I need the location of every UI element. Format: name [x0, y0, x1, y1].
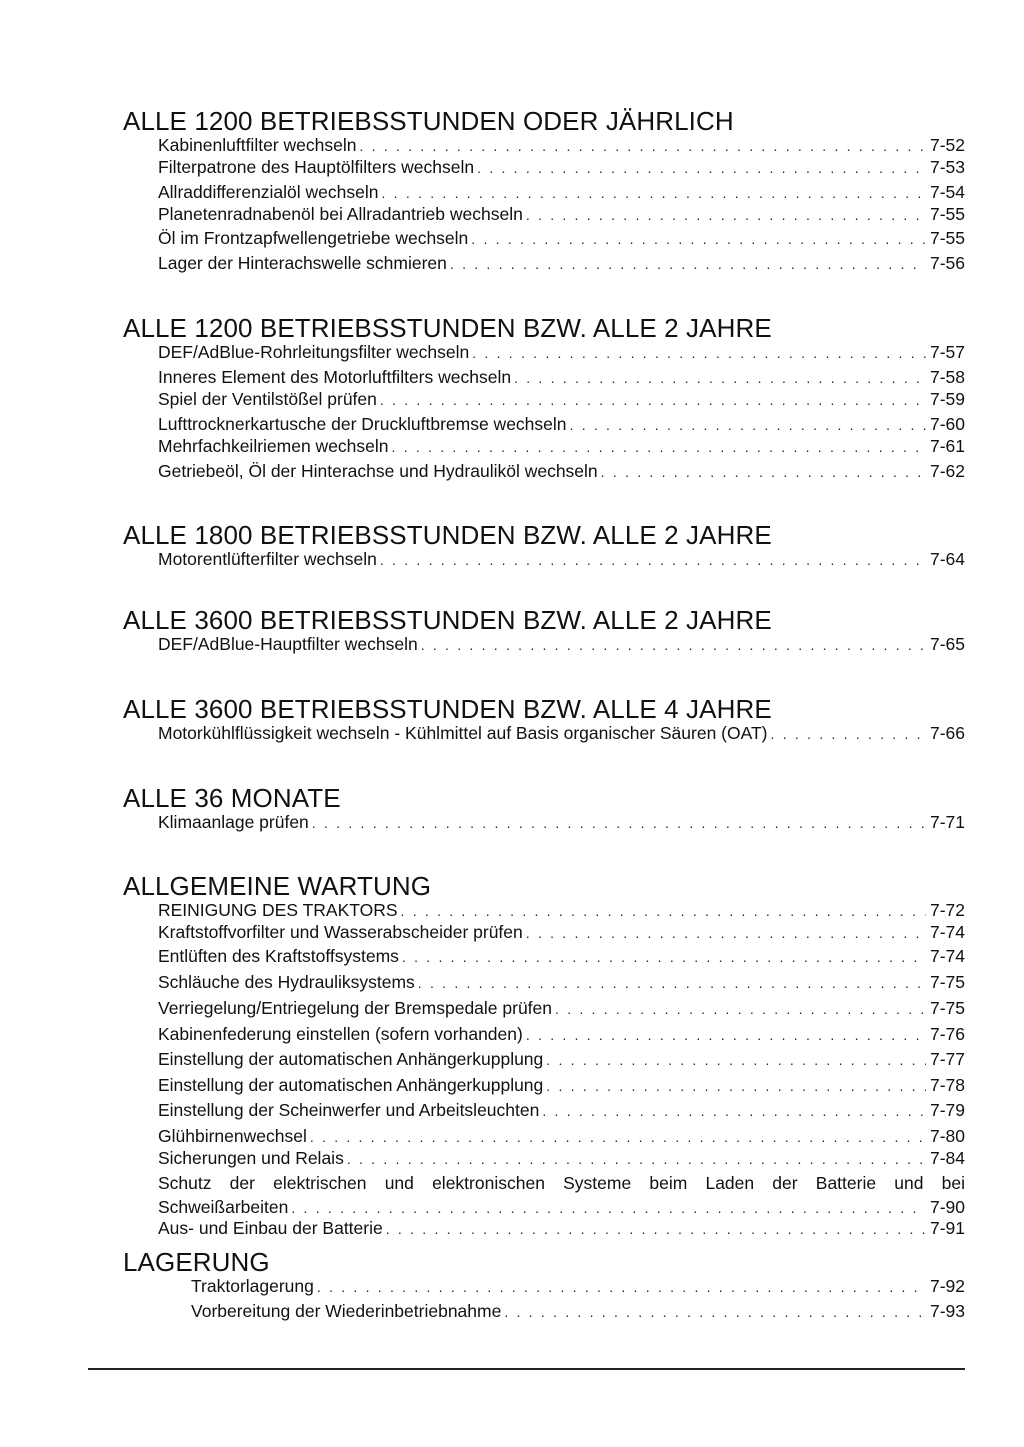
section-heading: ALLE 1200 BETRIEBSSTUNDEN ODER JÄHRLICH: [123, 106, 734, 136]
toc-entry: [158, 156, 965, 178]
page-ref: 7-71: [929, 812, 965, 832]
page-ref: 7-90: [929, 1197, 965, 1217]
entry-title: Einstellung der automatischen Anhängerkupplung: [158, 1049, 544, 1069]
section-heading: LAGERUNG: [123, 1247, 270, 1277]
toc-section-lagerung: [123, 1247, 965, 1321]
leader-dots: [477, 157, 926, 179]
leader-dots: [771, 723, 926, 745]
leader-dots: [418, 972, 926, 994]
toc-entry: [191, 1300, 965, 1322]
toc-entry: [158, 971, 965, 993]
entry-title: Kraftstoffvorfilter und Wasserabscheider prüfen: [158, 922, 523, 942]
entry-title: DEF/AdBlue-Hauptfilter wechseln: [158, 634, 418, 654]
page-ref: 7-61: [929, 436, 965, 456]
toc-entry: [158, 1125, 965, 1147]
entry-title: Verriegelung/Entriegelung der Bremspedale prüfen: [158, 998, 553, 1018]
entry-title: Lager der Hinterachswelle schmieren: [158, 253, 447, 273]
leader-dots: [310, 1126, 926, 1148]
leader-dots: [317, 1276, 926, 1298]
leader-dots: [401, 900, 926, 922]
entry-title: Motorentlüfterfilter wechseln: [158, 549, 377, 569]
leader-dots: [472, 342, 926, 364]
toc-entry: [158, 388, 965, 410]
section-heading: ALLGEMEINE WARTUNG: [123, 871, 432, 901]
page-ref: 7-76: [929, 1024, 965, 1044]
toc-entry: [158, 921, 965, 943]
leader-dots: [601, 461, 926, 483]
leader-dots: [570, 414, 926, 436]
entry-title: REINIGUNG DES TRAKTORS: [158, 900, 398, 920]
page-ref: 7-72: [929, 900, 965, 920]
page-ref: 7-54: [929, 182, 965, 202]
toc-entry: [158, 548, 965, 570]
toc-section-36-monate: [123, 783, 965, 832]
toc-entry: [158, 413, 965, 435]
section-heading: ALLE 3600 BETRIEBSSTUNDEN BZW. ALLE 2 JAHRE: [123, 605, 772, 635]
page-ref: 7-58: [929, 367, 965, 387]
page-ref: 7-57: [929, 342, 965, 362]
page-ref: 7-65: [929, 634, 965, 654]
leader-dots: [546, 1075, 926, 1097]
toc-entry: [158, 341, 965, 363]
toc-entry: [158, 460, 965, 482]
leader-dots: [526, 204, 926, 226]
leader-dots: [291, 1197, 926, 1219]
entry-title: Glühbirnenwechsel: [158, 1126, 307, 1146]
toc-entry: [158, 203, 965, 225]
entry-title: Entlüften des Kraftstoffsystems: [158, 946, 399, 966]
entry-title: Schutz der elektrischen und elektronischen Systeme beim Laden der Batterie und bei: [158, 1173, 965, 1193]
toc-entry: [158, 181, 965, 203]
leader-dots: [380, 549, 926, 571]
toc-entry: [158, 366, 965, 388]
toc-entry: [191, 1275, 965, 1297]
entry-title: Sicherungen und Relais: [158, 1148, 344, 1168]
toc-section-1800h-2-jahre: [123, 520, 965, 569]
page-ref: 7-91: [929, 1218, 965, 1238]
page-ref: 7-59: [929, 389, 965, 409]
toc-section-3600h-4-jahre: [123, 694, 965, 743]
leader-dots: [421, 634, 926, 656]
section-heading: ALLE 36 MONATE: [123, 783, 341, 813]
page-ref: 7-74: [929, 922, 965, 942]
toc-entry: [158, 899, 965, 921]
page-ref: 7-64: [929, 549, 965, 569]
page-ref: 7-74: [929, 946, 965, 966]
entry-title: Aus- und Einbau der Batterie: [158, 1218, 383, 1238]
toc-entry: [158, 1147, 965, 1169]
toc-entry: [158, 227, 965, 249]
entry-title: Einstellung der automatischen Anhängerkupplung: [158, 1075, 544, 1095]
entry-title: Mehrfachkeilriemen wechseln: [158, 436, 389, 456]
toc-entry: [158, 633, 965, 655]
page-ref: 7-66: [929, 723, 965, 743]
entry-title: Getriebeöl, Öl der Hinterachse und Hydrauliköl wechseln: [158, 461, 598, 481]
entry-title: Vorbereitung der Wiederinbetriebnahme: [191, 1301, 502, 1321]
toc-entry-wrapped-line: [158, 1172, 965, 1194]
section-heading: ALLE 3600 BETRIEBSSTUNDEN BZW. ALLE 4 JAHRE: [123, 694, 772, 724]
toc-entry: [158, 1217, 965, 1239]
leader-dots: [380, 389, 926, 411]
toc-entry: [158, 134, 965, 156]
toc-entry: [158, 1048, 965, 1070]
toc-section-3600h-2-jahre: [123, 605, 965, 654]
toc-entry: [158, 1099, 965, 1121]
toc-entry: [158, 997, 965, 1019]
entry-title: Inneres Element des Motorluftfilters wechseln: [158, 367, 512, 387]
page-ref: 7-55: [929, 204, 965, 224]
entry-title: Spiel der Ventilstößel prüfen: [158, 389, 377, 409]
entry-title: Klimaanlage prüfen: [158, 812, 309, 832]
entry-title: Allraddifferenzialöl wechseln: [158, 182, 379, 202]
page-ref: 7-84: [929, 1148, 965, 1168]
toc-entry: [158, 945, 965, 967]
toc-entry: [158, 1074, 965, 1096]
entry-title: Schweißarbeiten: [158, 1197, 289, 1217]
leader-dots: [542, 1100, 926, 1122]
entry-title: Schläuche des Hydrauliksystems: [158, 972, 415, 992]
leader-dots: [312, 812, 926, 834]
section-heading: ALLE 1200 BETRIEBSSTUNDEN BZW. ALLE 2 JAHRE: [123, 313, 772, 343]
entry-title: Einstellung der Scheinwerfer und Arbeitsleuchten: [158, 1100, 540, 1120]
page-ref: 7-62: [929, 461, 965, 481]
toc-entry: [158, 252, 965, 274]
page-ref: 7-92: [929, 1276, 965, 1296]
entry-title: Filterpatrone des Hauptölfilters wechseln: [158, 157, 475, 177]
entry-title: Planetenradnabenöl bei Allradantrieb wechseln: [158, 204, 523, 224]
leader-dots: [526, 922, 926, 944]
page-ref: 7-75: [929, 998, 965, 1018]
entry-title: Traktorlagerung: [191, 1276, 314, 1296]
page-ref: 7-56: [929, 253, 965, 273]
leader-dots: [504, 1301, 926, 1323]
leader-dots: [471, 228, 926, 250]
toc-section-allgemeine-wartung: [123, 871, 965, 1238]
page-ref: 7-79: [929, 1100, 965, 1120]
toc-entry: [158, 811, 965, 833]
toc-section-1200h-jaehrlich: [123, 106, 965, 273]
toc-entry: [158, 722, 965, 744]
page-ref: 7-60: [929, 414, 965, 434]
page-ref: 7-53: [929, 157, 965, 177]
page-ref: 7-55: [929, 228, 965, 248]
leader-dots: [392, 436, 926, 458]
section-heading: ALLE 1800 BETRIEBSSTUNDEN BZW. ALLE 2 JAHRE: [123, 520, 772, 550]
leader-dots: [546, 1049, 926, 1071]
leader-dots: [450, 253, 926, 275]
leader-dots: [359, 135, 926, 157]
toc-entry: [158, 435, 965, 457]
entry-title: Kabinenfederung einstellen (sofern vorhanden): [158, 1024, 523, 1044]
page-ref: 7-78: [929, 1075, 965, 1095]
leader-dots: [402, 946, 926, 968]
page-ref: 7-80: [929, 1126, 965, 1146]
entry-title: Öl im Frontzapfwellengetriebe wechseln: [158, 228, 469, 248]
leader-dots: [386, 1218, 926, 1240]
leader-dots: [347, 1148, 926, 1170]
leader-dots: [526, 1024, 926, 1046]
page-ref: 7-93: [929, 1301, 965, 1321]
toc-entry: [158, 1196, 965, 1218]
toc-section-1200h-2-jahre: [123, 313, 965, 481]
footer-divider: [88, 1368, 965, 1370]
entry-title: Lufttrocknerkartusche der Druckluftbremse wechseln: [158, 414, 567, 434]
leader-dots: [555, 998, 926, 1020]
entry-title: Kabinenluftfilter wechseln: [158, 135, 357, 155]
leader-dots: [382, 182, 926, 204]
leader-dots: [514, 367, 926, 389]
page-ref: 7-77: [929, 1049, 965, 1069]
page-ref: 7-75: [929, 972, 965, 992]
toc-entry: [158, 1023, 965, 1045]
entry-title: Motorkühlflüssigkeit wechseln - Kühlmittel auf Basis organischer Säuren (OAT): [158, 723, 768, 743]
entry-title: DEF/AdBlue-Rohrleitungsfilter wechseln: [158, 342, 470, 362]
page-ref: 7-52: [929, 135, 965, 155]
